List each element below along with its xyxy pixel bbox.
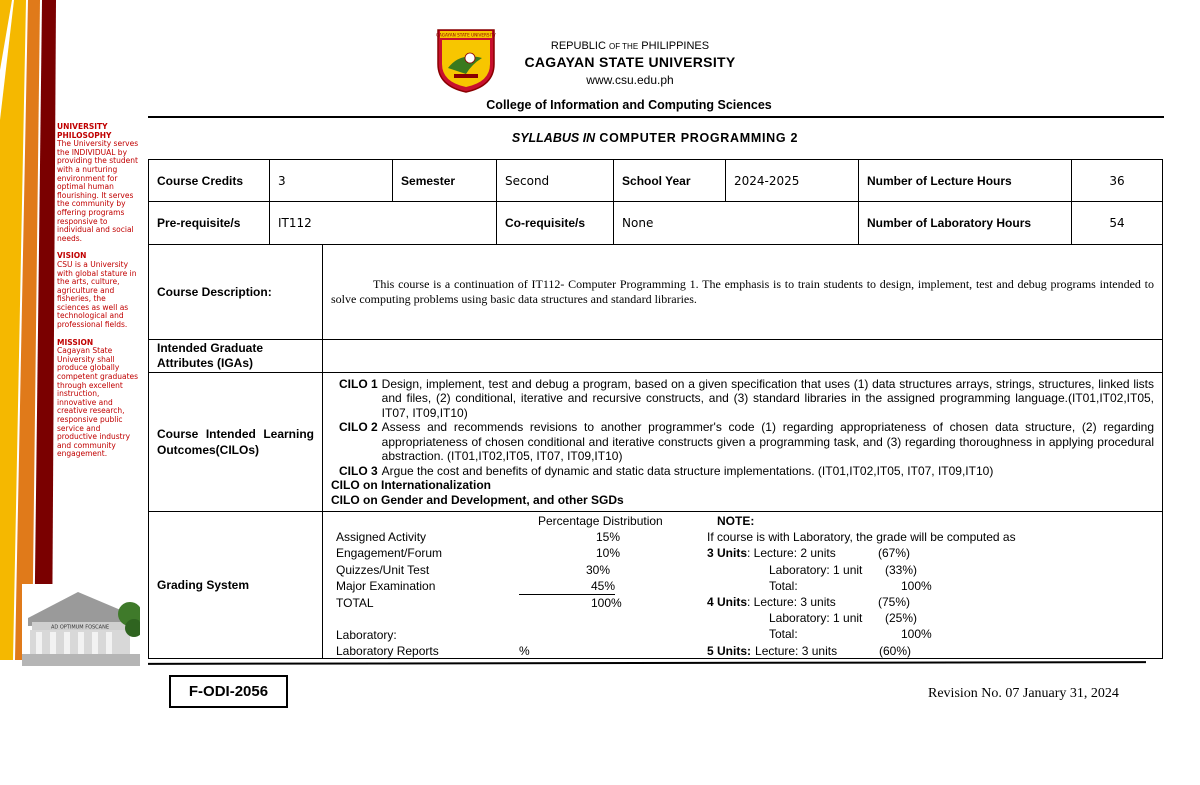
grading-cell xyxy=(323,512,1163,659)
grading-item-pct: 45% xyxy=(519,578,615,595)
iga-label: Intended Graduate Attributes (IGAs) xyxy=(149,340,323,373)
units4-lab: Laboratory: 1 unit xyxy=(769,611,863,626)
syllabus-title xyxy=(150,131,1160,145)
units3-total-row xyxy=(707,578,1107,594)
grading-row-item xyxy=(336,529,696,545)
prerequisite-value: IT112 xyxy=(270,202,497,245)
mission-text: Cagayan State University shall produce globally competent graduates through excellent instruction, innovative and creative research, responsive public service and productive industry and community engagement. xyxy=(57,346,139,459)
course-credits-value: 3 xyxy=(270,160,393,202)
units3-total-pct: 100% xyxy=(901,578,932,593)
corequisite-value: None xyxy=(614,202,859,245)
prerequisite-label: Pre-requisite/s xyxy=(149,202,270,245)
course-info-row-2 xyxy=(149,202,1163,245)
grading-item-pct: 10% xyxy=(596,546,621,561)
cilo-row xyxy=(149,373,1163,512)
grading-note xyxy=(707,513,1107,659)
footer-rule xyxy=(148,661,1146,665)
school-year-label: School Year xyxy=(614,160,726,202)
grading-item-pct: 15% xyxy=(596,530,621,545)
units3-lab-pct: (33%) xyxy=(885,562,918,577)
units5-lecture-pct: (60%) xyxy=(879,643,912,658)
units4-lecture-pct: (75%) xyxy=(878,595,911,610)
grading-row xyxy=(149,512,1163,659)
philippines-text: PHILIPPINES xyxy=(641,40,710,52)
course-credits-label: Course Credits xyxy=(149,160,270,202)
units3-lecture: : Lecture: 2 units xyxy=(747,546,836,561)
semester-label: Semester xyxy=(393,160,497,202)
cilo-internationalization: CILO on Internationalization xyxy=(331,478,491,493)
units4-total-pct: 100% xyxy=(901,627,932,642)
grading-item-name: Major Examination xyxy=(336,578,436,593)
cilo-cell xyxy=(323,373,1163,512)
syllabus-title-italic: SYLLABUS IN xyxy=(511,131,596,145)
mission-title: MISSION xyxy=(57,337,94,347)
grading-item-pct: 100% xyxy=(591,596,622,611)
grading-row-item xyxy=(336,578,696,595)
cilo-id: CILO 3 xyxy=(339,463,378,478)
campus-sign-text: AD OPTIMUM FOSCANE xyxy=(50,624,110,631)
course-description-label: Course Description: xyxy=(149,245,323,340)
cilo-id: CILO 2 xyxy=(339,420,378,435)
lab-hours-value: 54 xyxy=(1072,202,1163,245)
vision-text: CSU is a University with global stature in the arts, culture, agriculture and fisheries, the sciences as well as technological and professional fields. xyxy=(57,259,137,330)
iga-value xyxy=(323,340,1163,373)
cilo-id: CILO 1 xyxy=(339,376,378,391)
units4-lecture-row xyxy=(707,594,1107,610)
note-text: If course is with Laboratory, the grade will be computed as xyxy=(707,530,1016,545)
lab-hours-label: Number of Laboratory Hours xyxy=(859,202,1072,245)
course-description-text: This course is a continuation of IT112- Computer Programming 1. The emphasis is to train students to design, implement, test and debug programs intended to solve computing problems using basic data structures and standard libraries. xyxy=(331,277,1155,306)
cilo-item xyxy=(331,377,1154,421)
units3-lab: Laboratory: 1 unit xyxy=(769,562,863,577)
units4-label: 4 Units xyxy=(707,595,748,610)
lab-reports-row xyxy=(336,643,696,659)
grading-row-item xyxy=(336,562,696,578)
course-description-row xyxy=(149,245,1163,340)
grading-row-item xyxy=(336,545,696,561)
cilo-text: Argue the cost and benefits of dynamic and static data structure implementations. (IT01,IT02,IT05, IT07, IT09,IT10) xyxy=(381,463,994,478)
university-website: www.csu.edu.ph xyxy=(586,73,674,87)
units5-lecture: Lecture: 3 units xyxy=(755,643,838,658)
corequisite-label: Co-requisite/s xyxy=(497,202,614,245)
grading-item-pct: 30% xyxy=(586,562,611,577)
lecture-hours-label: Number of Lecture Hours xyxy=(859,160,1072,202)
grading-item-name: Assigned Activity xyxy=(336,530,427,545)
course-description-cell xyxy=(323,245,1163,340)
seal-text: CAGAYAN STATE UNIVERSITY xyxy=(436,32,496,38)
laboratory-label: Laboratory: xyxy=(336,628,397,643)
units3-total: Total: xyxy=(769,578,798,593)
grading-system-label: Grading System xyxy=(149,512,323,659)
units4-total-row xyxy=(707,626,1107,642)
of-the-text: OF THE xyxy=(608,42,639,51)
units5-lecture-row xyxy=(707,643,1107,659)
cilo-text: Assess and recommends revisions to another programmer's code (1) regarding appropriateness of chosen data structure, (2) regarding appropriateness of chosen conditional and iterative constructs given a programming task, and (3) regarding thoroughness in applying procedural abstraction. (IT01,IT02,IT05, IT07, IT09,IT10) xyxy=(381,420,1155,464)
units4-lecture: : Lecture: 3 units xyxy=(747,595,836,610)
republic-line xyxy=(450,40,810,52)
grading-item-name: Quizzes/Unit Test xyxy=(336,562,430,577)
percentage-distribution-header: Percentage Distribution xyxy=(538,514,663,528)
syllabus-title-course: COMPUTER PROGRAMMING 2 xyxy=(599,131,799,145)
grading-distribution xyxy=(336,513,696,660)
sidebar xyxy=(57,123,140,459)
units5-label: 5 Units: xyxy=(707,643,752,658)
course-info-row-1 xyxy=(149,160,1163,202)
note-title: NOTE: xyxy=(717,514,755,528)
grading-item-name: Engagement/Forum xyxy=(336,546,443,561)
vision-title: VISION xyxy=(57,251,87,261)
cilo-gender-development: CILO on Gender and Development, and other SGDs xyxy=(331,492,624,507)
philosophy-text: The University serves the INDIVIDUAL by providing the student with a nurturing environment for optimal human flourishing. It serves the community by offering programs responsive to individual and social needs. xyxy=(57,139,139,243)
school-year-value: 2024-2025 xyxy=(726,160,859,202)
units4-total: Total: xyxy=(769,627,798,642)
units3-label: 3 Units xyxy=(707,546,748,561)
cilo-item xyxy=(331,464,1154,479)
units3-lecture-row xyxy=(707,545,1107,561)
cilo-text: Design, implement, test and debug a program, based on a given specification that uses (1) data structures arrays, strings, structures, linked lists and files, (2) conditional, iterative and recursive constructs, and (3) standard libraries in the assigned programming language.(IT01,IT02,IT05, IT07, IT09,IT10) xyxy=(381,376,1155,420)
college-name: College of Information and Computing Sciences xyxy=(486,98,772,112)
university-name: CAGAYAN STATE UNIVERSITY xyxy=(524,54,736,70)
lab-reports-label: Laboratory Reports xyxy=(336,644,439,659)
iga-row xyxy=(149,340,1163,373)
lab-reports-pct: % xyxy=(519,644,530,659)
lecture-hours-value: 36 xyxy=(1072,160,1163,202)
semester-value: Second xyxy=(497,160,614,202)
revision-text: Revision No. 07 January 31, 2024 xyxy=(928,686,1119,701)
cilo-label: Course Intended Learning Outcomes(CILOs) xyxy=(149,373,323,512)
header-rule xyxy=(148,116,1164,118)
republic-text: REPUBLIC xyxy=(550,40,606,52)
cilo-item xyxy=(331,420,1154,464)
syllabus-table xyxy=(148,159,1163,659)
grading-row-item xyxy=(336,595,696,611)
form-code-box: F-ODI-2056 xyxy=(169,675,288,708)
grading-item-name: TOTAL xyxy=(336,596,374,611)
units4-lab-pct: (25%) xyxy=(885,611,918,626)
campus-building-image xyxy=(22,584,140,666)
units3-lab-row xyxy=(707,562,1107,578)
philosophy-title: UNIVERSITY PHILOSOPHY xyxy=(57,122,112,140)
units3-lecture-pct: (67%) xyxy=(878,546,911,561)
units4-lab-row xyxy=(707,610,1107,626)
